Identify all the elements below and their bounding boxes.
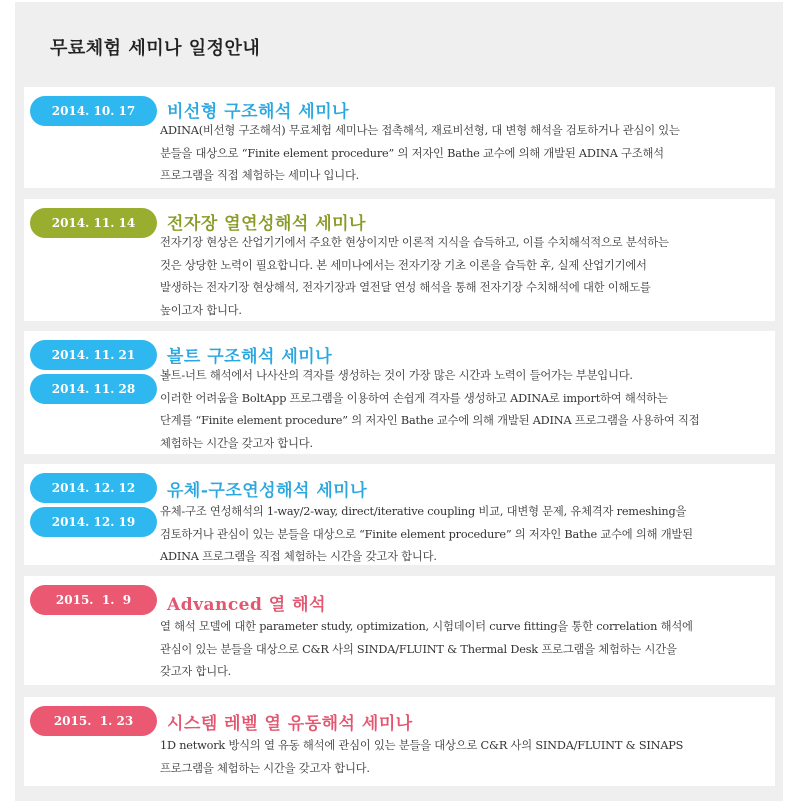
date-badge: 2015. 1. 23 bbox=[30, 706, 157, 736]
seminar-title: 볼트 구조해석 세미나 bbox=[167, 347, 333, 367]
seminar-description: 볼트-너트 해석에서 나사산의 격자를 생성하는 것이 가장 많은 시간과 노력이 들어가는 부분입니다. 이러한 어려움을 BoltApp 프로그램을 이용하여 손쉽게 격자를 생성하고 ADINA로 import하여 해석하는 단계를 “Finite element procedure” 의 저자인 Bathe 교수에 의해 개발된 ADINA 프로그램을 사용하여 직접 체험하는 시간을 갖고자 합니다. bbox=[160, 369, 700, 450]
seminar-card-nonlinear bbox=[24, 87, 775, 188]
seminar-card-bolt bbox=[24, 331, 775, 454]
seminar-title: 비선형 구조해석 세미나 bbox=[167, 102, 350, 122]
date-badge: 2014. 10. 17 bbox=[30, 96, 157, 126]
date-badge: 2014. 11. 21 bbox=[30, 340, 157, 370]
seminar-card-system-thermal bbox=[24, 697, 775, 786]
seminar-description: 1D network 방식의 열 유동 해석에 관심이 있는 분들을 대상으로 C&R 사의 SINDA/FLUINT & SINAPS 프로그램을 체험하는 시간을 갖고자 합니다. bbox=[160, 739, 684, 775]
seminar-title: 시스템 레벨 열 유동해석 세미나 bbox=[167, 714, 413, 734]
seminar-title: 유체-구조연성해석 세미나 bbox=[167, 481, 368, 501]
seminar-card-thermal bbox=[24, 576, 775, 685]
seminar-title: 전자장 열연성해석 세미나 bbox=[167, 214, 366, 234]
seminar-card-fsi bbox=[24, 464, 775, 565]
seminar-title: Advanced 열 해석 bbox=[167, 595, 326, 615]
date-badge: 2014. 11. 14 bbox=[30, 208, 157, 238]
page-title: 무료체험 세미나 일정안내 bbox=[50, 38, 261, 59]
seminar-card-electromagnetic bbox=[24, 199, 775, 321]
date-badge: 2014. 12. 12 bbox=[30, 473, 157, 503]
date-badge: 2015. 1. 9 bbox=[30, 585, 157, 615]
seminar-description: 열 해석 모델에 대한 parameter study, optimization, 시험데이터 curve fitting을 통한 correlation 해석에 관심이 있는 분들을 대상으로 C&R 사의 SINDA/FLUINT & Thermal Desk 프로그램을 체험하는 시간을 갖고자 합니다. bbox=[160, 620, 693, 678]
seminar-description: ADINA(비선형 구조해석) 무료체험 세미나는 접촉해석, 재료비선형, 대 변형 해석을 검토하거나 관심이 있는 분들을 대상으로 “Finite element procedure” 의 저자인 Bathe 교수에 의해 개발된 ADINA 구조해석 프로그램을 직접 체험하는 세미나 입니다. bbox=[160, 124, 680, 182]
date-badge: 2014. 11. 28 bbox=[30, 374, 157, 404]
date-badge: 2014. 12. 19 bbox=[30, 507, 157, 537]
seminar-description: 유체-구조 연성해석의 1-way/2-way, direct/iterative coupling 비교, 대변형 문제, 유체격자 remeshing을 검토하거나 관심이 있는 분들을 대상으로 “Finite element procedure” 의 저자인 Bathe 교수에 의해 개발된 ADINA 프로그램을 직접 체험하는 시간을 갖고자 합니다. bbox=[160, 505, 693, 563]
seminar-description: 전자기장 현상은 산업기기에서 주요한 현상이지만 이론적 지식을 습득하고, 이를 수치해석적으로 분석하는 것은 상당한 노력이 필요합니다. 본 세미나에서는 전자기장 기초 이론을 습득한 후, 실제 산업기기에서 발생하는 전자기장 현상해석, 전자기장과 열전달 연성 해석을 통해 전자기장 수치해석에 대한 이해도를 높이고자 합니다. bbox=[160, 236, 669, 317]
